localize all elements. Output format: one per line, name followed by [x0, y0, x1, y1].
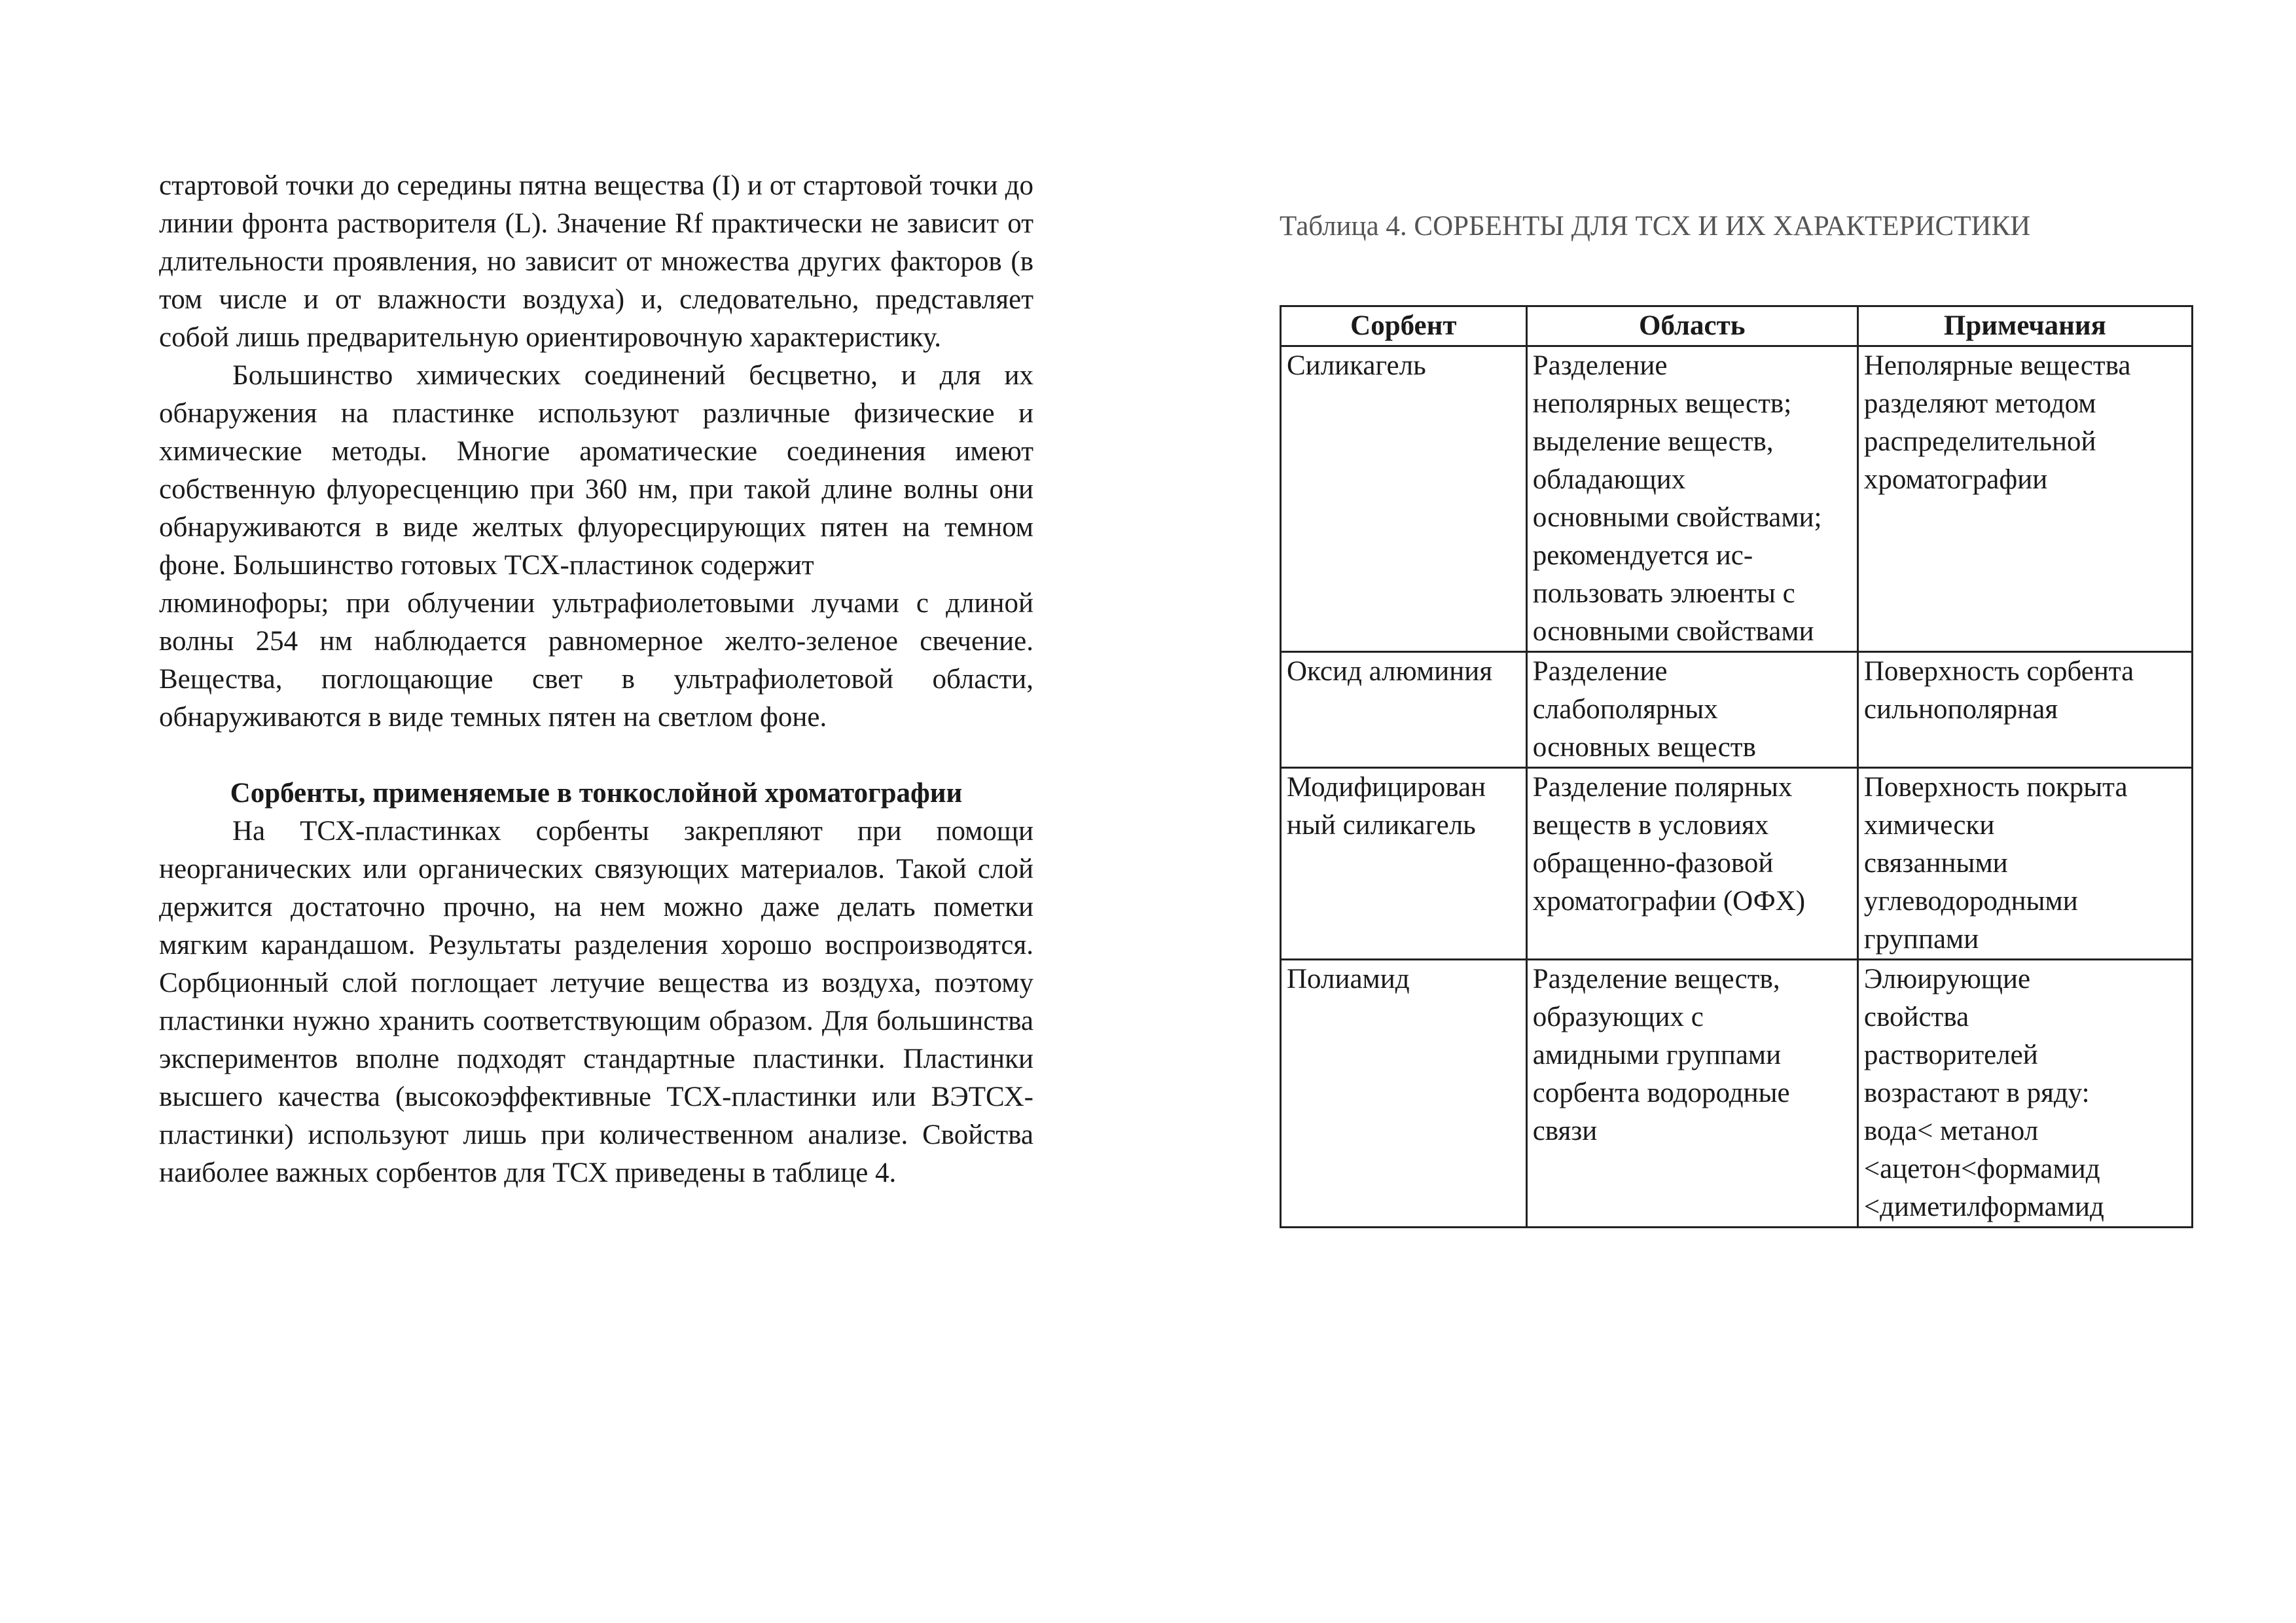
- cell-line: сорбента водородные: [1532, 1078, 1790, 1108]
- table-row: [1281, 346, 2193, 652]
- cell-line: Разделение: [1532, 350, 1668, 381]
- cell-line: основными свойствами: [1532, 616, 1814, 647]
- cell-line: группами: [1863, 924, 1979, 955]
- cell-line: разделяют методом: [1863, 388, 2096, 419]
- cell-line: растворителей: [1863, 1040, 2038, 1070]
- cell-line: рекомендуется ис-: [1532, 540, 1753, 571]
- cell-area: [1526, 346, 1857, 652]
- cell-notes: [1857, 652, 2192, 768]
- paragraph-rf-definition: стартовой точки до середины пятна вещества (I) и от стартовой точки до линии фронта растворителя (L). Значение Rf практически не зависит от длительности проявления, но зависит от множества других факторов (в том числе и от влажности воздуха) и, следовательно, представляет собой лишь предварительную ориентировочную характеристику.: [159, 170, 1033, 353]
- cell-line: образующих с: [1532, 1002, 1704, 1032]
- section-title: Сорбенты, применяемые в тонкослойной хроматографии: [230, 778, 963, 809]
- cell-line: неполярных веществ;: [1532, 388, 1792, 419]
- cell-line: углеводородными: [1863, 886, 2078, 917]
- table-body: [1281, 346, 2193, 1228]
- cell-sorbent: [1281, 960, 1527, 1228]
- cell-line: Разделение: [1532, 656, 1668, 687]
- cell-line: <диметилформамид: [1863, 1192, 2104, 1222]
- cell-line: вода< метанол: [1863, 1116, 2039, 1146]
- cell-sorbent: [1281, 652, 1527, 768]
- cell-line: основных веществ: [1532, 732, 1756, 763]
- cell-line: Разделение веществ,: [1532, 964, 1780, 994]
- cell-line: пользовать элюенты с: [1532, 578, 1795, 609]
- cell-line: распределительной: [1863, 426, 2096, 457]
- cell-line: Поверхность сорбента: [1863, 656, 2134, 687]
- header-notes: Примечания: [1857, 306, 2192, 346]
- cell-line: выделение веществ,: [1532, 426, 1774, 457]
- cell-area: [1526, 768, 1857, 960]
- cell-line: Полиамид: [1287, 964, 1410, 994]
- cell-line: ный силикагель: [1287, 810, 1476, 841]
- cell-line: Модифицирован: [1287, 772, 1486, 803]
- cell-line: Разделение полярных: [1532, 772, 1793, 803]
- paragraph-luminophores: люминофоры; при облучении ультрафиолетовыми лучами с длиной волны 254 нм наблюдается равномерное желто-зеленое свечение. Вещества, поглощающие свет в ультрафиолетовой области, обнаруживаются в виде темных пятен на светлом фоне.: [159, 588, 1033, 733]
- table-row: [1281, 768, 2193, 960]
- cell-line: сильнополярная: [1863, 694, 2058, 725]
- cell-line: веществ в условиях: [1532, 810, 1769, 841]
- cell-line: возрастают в ряду:: [1863, 1078, 2090, 1108]
- paragraph-sorbents-intro: На ТСХ-пластинках сорбенты закрепляют при помощи неорганических или органических связующих материалов. Такой слой держится достаточно прочно, на нем можно даже делать пометки мягким карандашом. Результаты разделения хорошо воспроизводятся. Сорбционный слой поглощает летучие вещества из воздуха, поэтому пластинки нужно хранить соответствующим образом. Для большинства экспериментов вполне подходят стандартные пластинки. Пластинки высшего качества (высокоэффективные ТСХ-пластинки или ВЭТСХ-пластинки) используют лишь при количественном анализе. Свойства наиболее важных сорбентов для ТСХ приведены в таблице 4.: [159, 816, 1033, 1188]
- cell-line: хроматографии (ОФХ): [1532, 886, 1806, 917]
- cell-line: Элюирующие: [1863, 964, 2031, 994]
- right-table-column: [1280, 208, 2196, 1228]
- cell-line: Поверхность покрыта: [1863, 772, 2128, 803]
- header-area: Область: [1526, 306, 1857, 346]
- cell-notes: [1857, 960, 2192, 1228]
- cell-sorbent: [1281, 346, 1527, 652]
- cell-line: Неполярные вещества: [1863, 350, 2131, 381]
- cell-line: Оксид алюминия: [1287, 656, 1493, 687]
- cell-sorbent: [1281, 768, 1527, 960]
- cell-notes: [1857, 768, 2192, 960]
- header-sorbent: Сорбент: [1281, 306, 1527, 346]
- paragraph-detection-methods: Большинство химических соединений бесцветно, и для их обнаружения на пластинке используют различные физические и химические методы. Многие ароматические соединения имеют собственную флуоресценцию при 360 нм, при такой длине волны они обнаруживаются в виде желтых флуоресцирующих пятен на темном фоне. Большинство готовых ТСХ-пластинок содержит: [159, 360, 1033, 581]
- cell-area: [1526, 652, 1857, 768]
- table-row: [1281, 652, 2193, 768]
- cell-notes: [1857, 346, 2192, 652]
- cell-line: связи: [1532, 1116, 1598, 1146]
- cell-line: амидными группами: [1532, 1040, 1782, 1070]
- left-text-column: [159, 167, 1033, 1192]
- table-caption: Таблица 4. СОРБЕНТЫ ДЛЯ ТСХ И ИХ ХАРАКТЕРИСТИКИ: [1280, 211, 2031, 242]
- cell-line: обращенно-фазовой: [1532, 848, 1774, 879]
- cell-line: химически: [1863, 810, 1995, 841]
- cell-line: обладающих: [1532, 464, 1686, 495]
- table-row: [1281, 960, 2193, 1228]
- cell-line: связанными: [1863, 848, 2008, 879]
- table-header-row: [1281, 306, 2193, 346]
- cell-line: <ацетон<формамид: [1863, 1154, 2100, 1184]
- cell-area: [1526, 960, 1857, 1228]
- sorbents-table: [1280, 305, 2193, 1228]
- cell-line: Силикагель: [1287, 350, 1426, 381]
- cell-line: свойства: [1863, 1002, 1969, 1032]
- cell-line: слабополярных: [1532, 694, 1718, 725]
- cell-line: основными свойствами;: [1532, 502, 1822, 533]
- cell-line: хроматографии: [1863, 464, 2048, 495]
